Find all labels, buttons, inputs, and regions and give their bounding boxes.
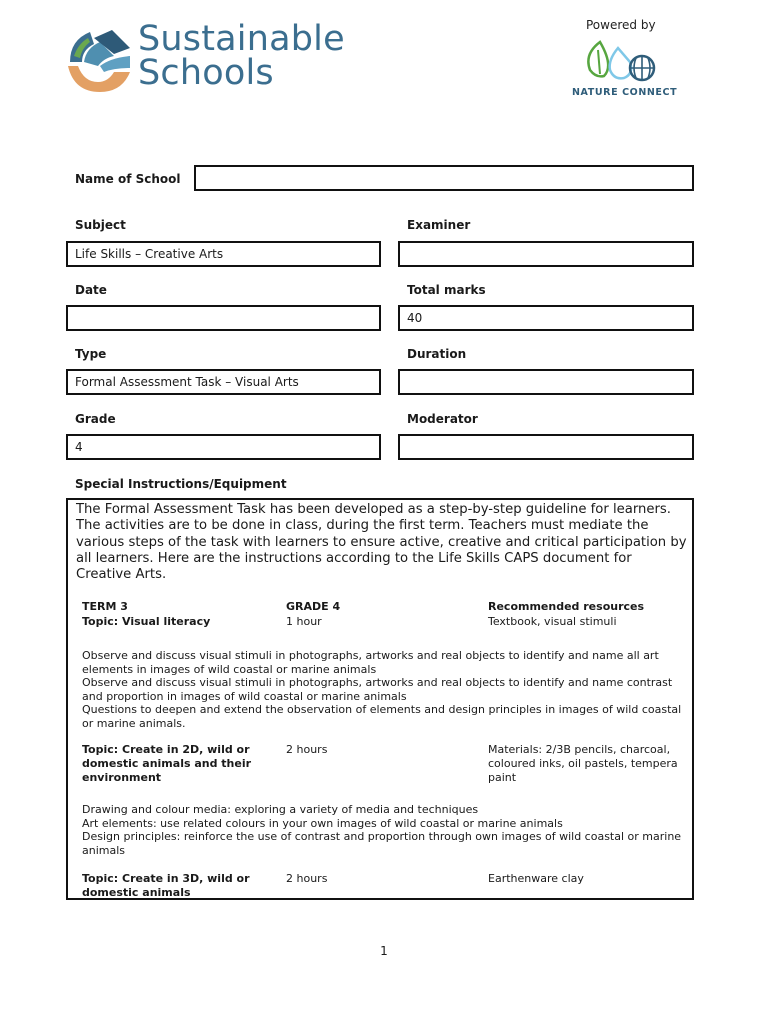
topic1-line3: Questions to deepen and extend the observation of elements and design principles in images of wild coastal or marine animals. (82, 703, 682, 730)
topic2-title: Topic: Create in 2D, wild or domestic animals and their environment (82, 743, 252, 784)
total-marks-field[interactable]: 40 (398, 305, 694, 331)
topic2-time: 2 hours (286, 743, 328, 756)
grade-field[interactable]: 4 (66, 434, 381, 460)
topic1-line2: Observe and discuss visual stimuli in photographs, artworks and real objects to identify and name contrast and proportion in images of wild coastal or marine animals (82, 676, 673, 703)
sustainable-schools-logo-icon (64, 26, 134, 94)
duration-field[interactable] (398, 369, 694, 395)
partner-name: NATURE CONNECT (572, 87, 678, 98)
grade-label: Grade (75, 412, 116, 426)
name-of-school-label: Name of School (75, 172, 181, 186)
total-marks-label: Total marks (407, 283, 486, 297)
type-field[interactable]: Formal Assessment Task – Visual Arts (66, 369, 381, 395)
topic2-resources: Materials: 2/3B pencils, charcoal, coloured inks, oil pastels, tempera paint (488, 743, 678, 784)
topic1-resources: Textbook, visual stimuli (488, 615, 617, 628)
brand-name-line2: Schools (138, 53, 274, 93)
examiner-field[interactable] (398, 241, 694, 267)
topic1-time: 1 hour (286, 615, 322, 628)
special-instructions-box (66, 498, 694, 900)
examiner-label: Examiner (407, 218, 471, 232)
brand-name (138, 19, 345, 93)
brand-name-line1: Sustainable (138, 19, 345, 59)
name-of-school-field[interactable] (194, 165, 694, 191)
moderator-label: Moderator (407, 412, 478, 426)
subject-field[interactable]: Life Skills – Creative Arts (66, 241, 381, 267)
page-number: 1 (380, 944, 388, 958)
instructions-intro: The Formal Assessment Task has been developed as a step-by-step guideline for learners. The activities are to be done in class, during the first term. Teachers must mediate the various steps of the task with learners to ensure active, creative and critical participation by all learners. Here are the instructions according to the Life Skills CAPS document for Creative Arts. (76, 502, 687, 583)
topic2-line1: Drawing and colour media: exploring a variety of media and techniques (82, 803, 479, 816)
date-field[interactable] (66, 305, 381, 331)
nature-connect-logo-icon (584, 38, 660, 84)
subject-label: Subject (75, 218, 126, 232)
powered-by-label: Powered by (586, 18, 656, 32)
topic3-time: 2 hours (286, 872, 328, 885)
date-label: Date (75, 283, 107, 297)
type-label: Type (75, 347, 107, 361)
duration-label: Duration (407, 347, 467, 361)
topic1-title: Topic: Visual literacy (82, 615, 211, 628)
term-heading: TERM 3 (82, 600, 128, 613)
special-instructions-label: Special Instructions/Equipment (75, 477, 287, 491)
topic3-title: Topic: Create in 3D, wild or domestic animals (82, 872, 250, 899)
grade-heading: GRADE 4 (286, 600, 341, 613)
topic2-line2: Art elements: use related colours in your own images of wild coastal or marine animals (82, 817, 563, 830)
moderator-field[interactable] (398, 434, 694, 460)
resources-heading: Recommended resources (488, 600, 645, 613)
topic1-line1: Observe and discuss visual stimuli in photographs, artworks and real objects to identify and name all art elements in images of wild coastal or marine animals (82, 649, 659, 676)
topic2-line3: Design principles: reinforce the use of contrast and proportion through own images of wild coastal or marine animals (82, 830, 682, 857)
topic3-resources: Earthenware clay (488, 872, 584, 885)
